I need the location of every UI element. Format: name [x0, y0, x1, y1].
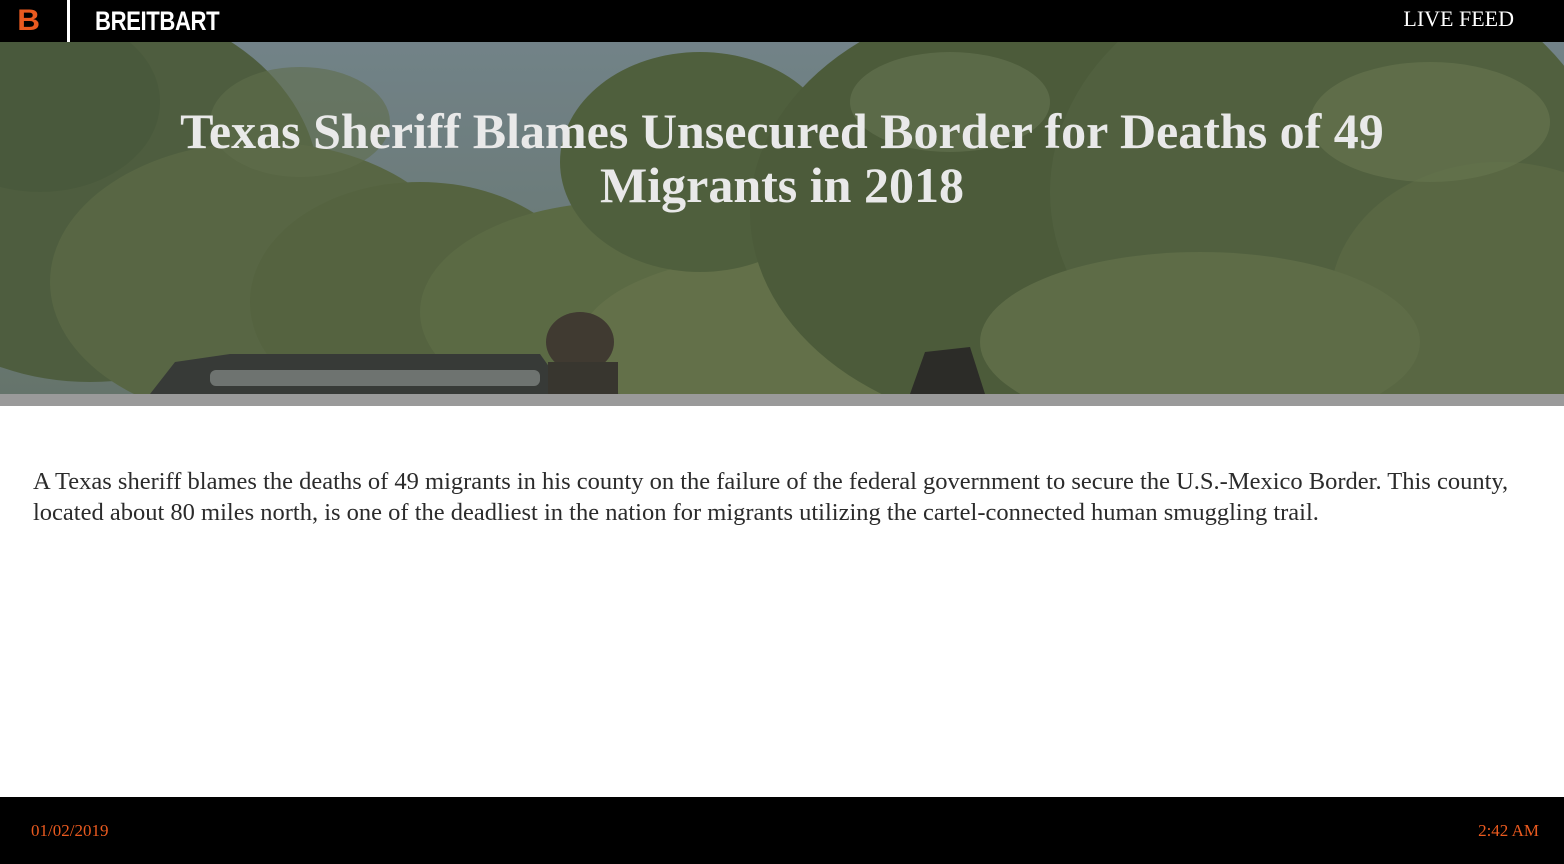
hero-image [0, 42, 1564, 394]
logo-divider [67, 0, 70, 42]
live-feed-link[interactable]: LIVE FEED [1403, 6, 1514, 31]
top-bar [0, 0, 1564, 42]
hero-divider [0, 394, 1564, 406]
footer-bar [0, 797, 1564, 864]
publish-time: 2:42 AM [1478, 821, 1539, 840]
brand-wordmark[interactable]: BREITBART [95, 6, 220, 36]
hero-overlay [0, 42, 1564, 394]
publish-date: 01/02/2019 [31, 821, 109, 840]
breitbart-logo-icon[interactable]: B [17, 4, 41, 37]
article-headline[interactable]: Texas Sheriff Blames Unsecured Border for Deaths of 49 Migrants in 2018 [180, 103, 1384, 213]
article-summary: A Texas sheriff blames the deaths of 49 migrants in his county on the failure of the federal government to secure the U.S.-Mexico Border. This county, located about 80 miles north, is one of the deadliest in the nation for migrants utilizing the cartel-connected human smuggling trail. [33, 468, 1509, 526]
